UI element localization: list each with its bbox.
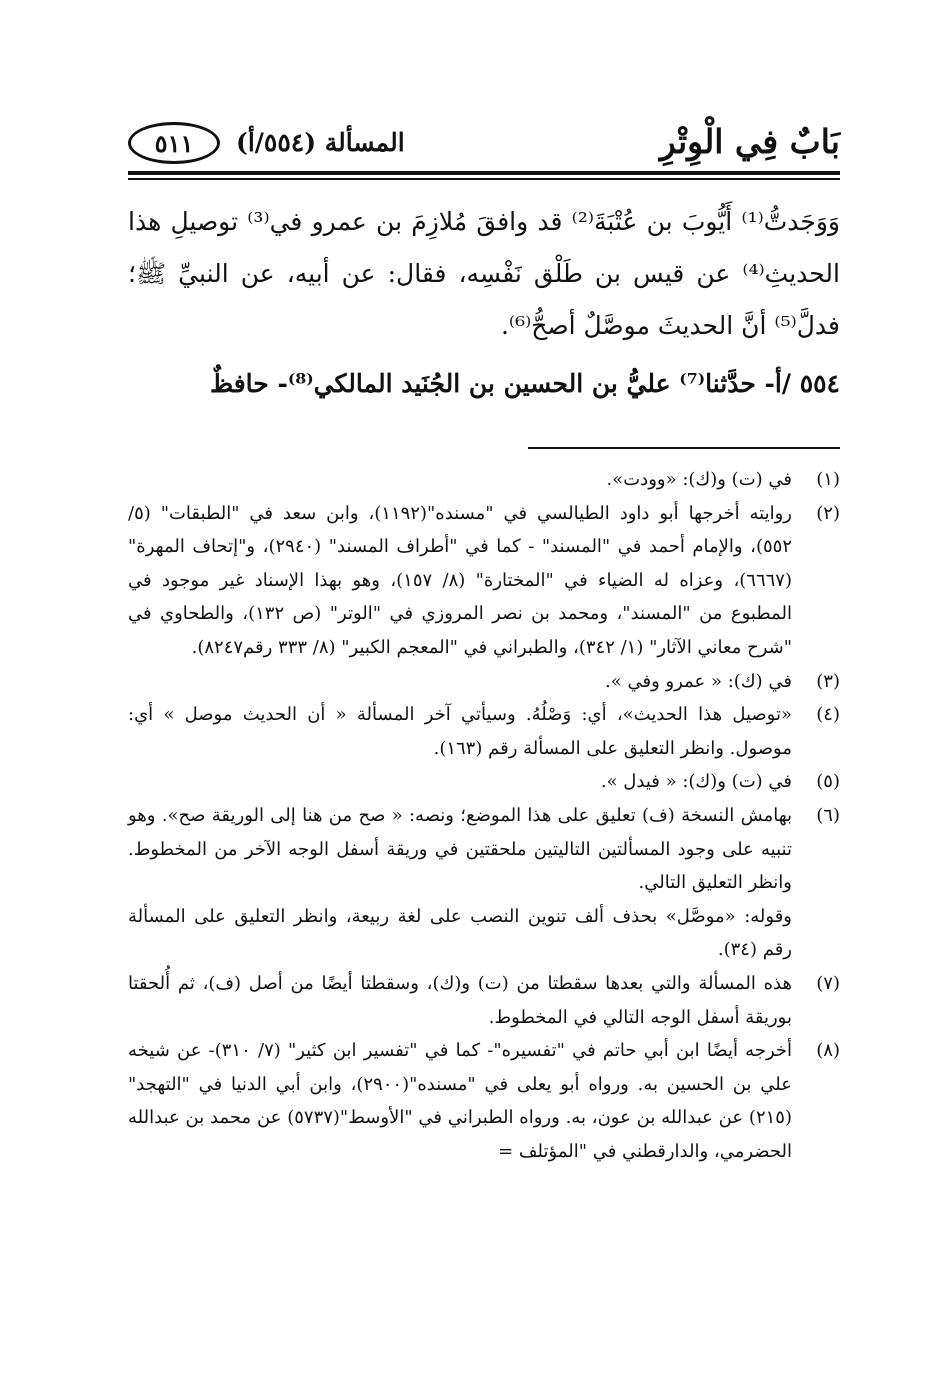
- chapter-title: بَابٌ فِي الْوِتْرِ: [659, 122, 840, 161]
- footnote-text: [128, 665, 792, 699]
- issue-label: المسألة (٥٥٤/أ): [236, 128, 405, 157]
- footnote-number: (١): [816, 469, 840, 490]
- footnote-1: [128, 463, 840, 497]
- footnote-number: (٨): [816, 1040, 840, 1062]
- footnote-number: (٦): [816, 804, 840, 826]
- hadith-heading: ٥٥٤ /أ- حدَّثنا⁽⁷⁾ عليُّ بن الحسين بن الجُنَيد المالكي⁽⁸⁾- حافظٌ: [209, 369, 840, 398]
- footnote-text: [128, 765, 792, 799]
- footnote-8: [128, 1034, 840, 1168]
- footnote-text: [128, 967, 792, 1034]
- footnote-line: أخرجه أيضًا ابن أبي حاتم في "تفسيره"- كما في "تفسير ابن كثير" (٧/ ٣١٠)- عن شيخه علي بن الحسين به. ورواه أبو يعلى في "مسنده"(٢٩٠٠)، وابن أبي الدنيا في "التهجد" (٢١٥) عن عبدالله بن عون، به. ورواه الطبراني في "الأوسط"(٥٧٣٧) عن محمد بن عبدالله الحضرمي، والدارقطني في "المؤتلف =: [128, 1040, 793, 1162]
- footnote-4: [128, 698, 840, 765]
- footnote-line: بهامش النسخة (ف) تعليق على هذا الموضع؛ ونصه: « صح من هنا إلى الوريقة صح». وهو تنبيه على وجود المسألتين التاليتين ملحقتين في وريقة أسفل الوجه الآخر من المخطوط. وانظر التعليق التالي.: [128, 804, 792, 894]
- header-rule-thin: [128, 178, 840, 180]
- footnote-number: (٣): [816, 670, 840, 692]
- footnote-3: [128, 665, 840, 699]
- footnote-7: [128, 967, 840, 1034]
- footnote-line: «توصيل هذا الحديث»، أي: وَصْلُهُ. وسيأتي آخر المسألة « أن الحديث موصل » أي: موصول. وانظر التعليق على المسألة رقم (١٦٣).: [128, 704, 792, 759]
- footnote-line: وقوله: «موصَّل» بحذف ألف تنوين النصب على لغة ربيعة، وانظر التعليق على المسألة رقم (٣٤).: [128, 905, 792, 961]
- page-number: ٥١١: [154, 128, 194, 158]
- footnote-text: [128, 497, 792, 665]
- page-number-oval: [128, 122, 220, 164]
- footnote-text: [128, 799, 792, 967]
- footnote-line: هذه المسألة والتي بعدها سقطتا من (ت) و(ك)، وسقطتا أيضًا من أصل (ف)، ثم أُلحقتا بوريقة أسفل الوجه التالي في المخطوط.: [128, 972, 792, 1028]
- header-rule-thick: [128, 171, 840, 175]
- footnote-number: (٢): [816, 502, 840, 524]
- footnote-5: [128, 765, 840, 799]
- main-paragraph: وَوَجَدتُّ⁽¹⁾ أَيُّوبَ بن عُتْبَةَ⁽²⁾ قد وافقَ مُلازِمَ بن عمرو في⁽³⁾ توصيلِ هذا الحديثِ⁽⁴⁾ عن قيس بن طَلْق نَفْسِه، فقال: عن أبيه، عن النبيِّ ﷺ؛ فدلَّ⁽⁵⁾ أنَّ الحديثَ موصَّلٌ أصحُّ⁽⁶⁾.: [128, 207, 840, 340]
- footnote-line: روايته أخرجها أبو داود الطيالسي في "مسنده"(١١٩٢)، وابن سعد في "الطبقات" (٥/ ٥٥٢)، والإمام أحمد في "المسند" - كما في "أطراف المسند" (٢٩٤٠)، و"إتحاف المهرة" (٦٦٦٧)، وعزاه له الضياء في "المختارة" (٨/ ١٥٧)، وهو بهذا الإسناد غير موجود في المطبوع من "المسند"، ومحمد بن نصر المروزي في "الوتر" (ص ١٣٢)، والطحاوي في "شرح معاني الآثار" (١/ ٣٤٢)، والطبراني في "المعجم الكبير" (٨/ ٣٣٣ رقم٨٢٤٧).: [128, 502, 793, 658]
- footnote-text: [128, 698, 792, 765]
- footnote-number: (٤): [816, 704, 840, 726]
- footnote-separator: [528, 447, 840, 449]
- main-text: [128, 196, 840, 352]
- footnote-line: في (ك): « عمرو وفي ».: [605, 670, 792, 692]
- footnote-text: [128, 1034, 792, 1168]
- footnote-number: (٧): [816, 972, 840, 994]
- footnote-line: في (ت) و(ك): «وودت».: [606, 469, 792, 490]
- running-header: [128, 118, 840, 170]
- footnote-2: [128, 497, 840, 665]
- footnotes: [128, 463, 840, 1168]
- footnote-line: في (ت) و(ك): « فيدل ».: [600, 771, 792, 793]
- footnote-number: (٥): [816, 771, 840, 793]
- footnote-6: [128, 799, 840, 967]
- footnote-text: [128, 463, 792, 497]
